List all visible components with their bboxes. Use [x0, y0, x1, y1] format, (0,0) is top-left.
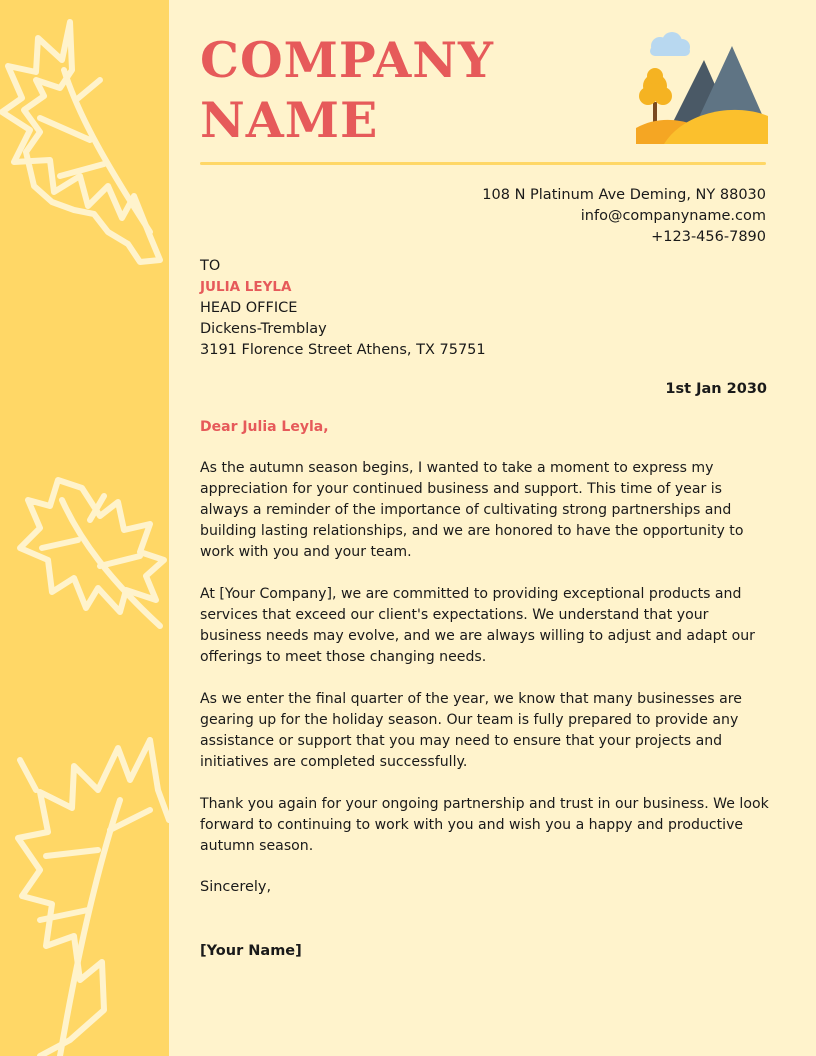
maple-leaves-decoration	[0, 0, 169, 1056]
maple-leaf-icon	[18, 740, 169, 1056]
recipient-address: 3191 Florence Street Athens, TX 75751	[200, 342, 486, 358]
recipient-company: Dickens-Tremblay	[200, 321, 327, 337]
decorative-sidebar	[0, 0, 169, 1056]
sender-email: info@companyname.com	[580, 208, 766, 224]
header-divider	[200, 162, 766, 165]
recipient-title: HEAD OFFICE	[200, 300, 298, 316]
sender-phone: +123-456-7890	[651, 229, 766, 245]
body-paragraph: At [Your Company], we are committed to providing exceptional products and services that exceed our client's expectations. We understand that your business needs may evolve, and we are always willing to adjust and adapt our offerings to meet those changing needs.	[200, 586, 755, 665]
maple-leaf-icon	[20, 480, 164, 626]
closing: Sincerely,	[200, 879, 272, 895]
letter-date: 1st Jan 2030	[665, 381, 767, 397]
body-paragraph: As the autumn season begins, I wanted to take a moment to express my appreciation for your continued business and support. This time of year is always a reminder of the importance of cultivating strong partnerships and building lasting relationships, and we are honored to have the opportunity to work with you and your team.	[200, 460, 744, 560]
tree-icon	[639, 68, 672, 105]
body-paragraph: As we enter the final quarter of the year, we know that many businesses are gearing up for the holiday season. Our team is fully prepared to provide any assistance or support that you may need to ensure that your projects and initiatives are completed successfully.	[200, 691, 742, 770]
body-paragraph: Thank you again for your ongoing partnership and trust in our business. We look forward to continuing to work with you and wish you a happy and productive autumn season.	[200, 796, 769, 854]
maple-leaf-icon	[2, 22, 160, 262]
to-label: TO	[200, 258, 221, 274]
recipient-block	[200, 256, 486, 361]
cloud-icon	[650, 32, 690, 56]
sender-contact-block	[482, 185, 766, 248]
company-name-line2: NAME	[200, 91, 379, 149]
sender-address: 108 N Platinum Ave Deming, NY 88030	[482, 187, 766, 203]
recipient-name: JULIA LEYLA	[200, 279, 292, 295]
company-name-line1: COMPANY	[200, 31, 494, 89]
salutation: Dear Julia Leyla,	[200, 419, 329, 435]
signature-name: [Your Name]	[200, 943, 302, 959]
mountain-landscape-icon	[634, 32, 768, 144]
company-name	[200, 30, 540, 150]
company-logo	[634, 32, 768, 148]
letter-body	[200, 458, 770, 878]
